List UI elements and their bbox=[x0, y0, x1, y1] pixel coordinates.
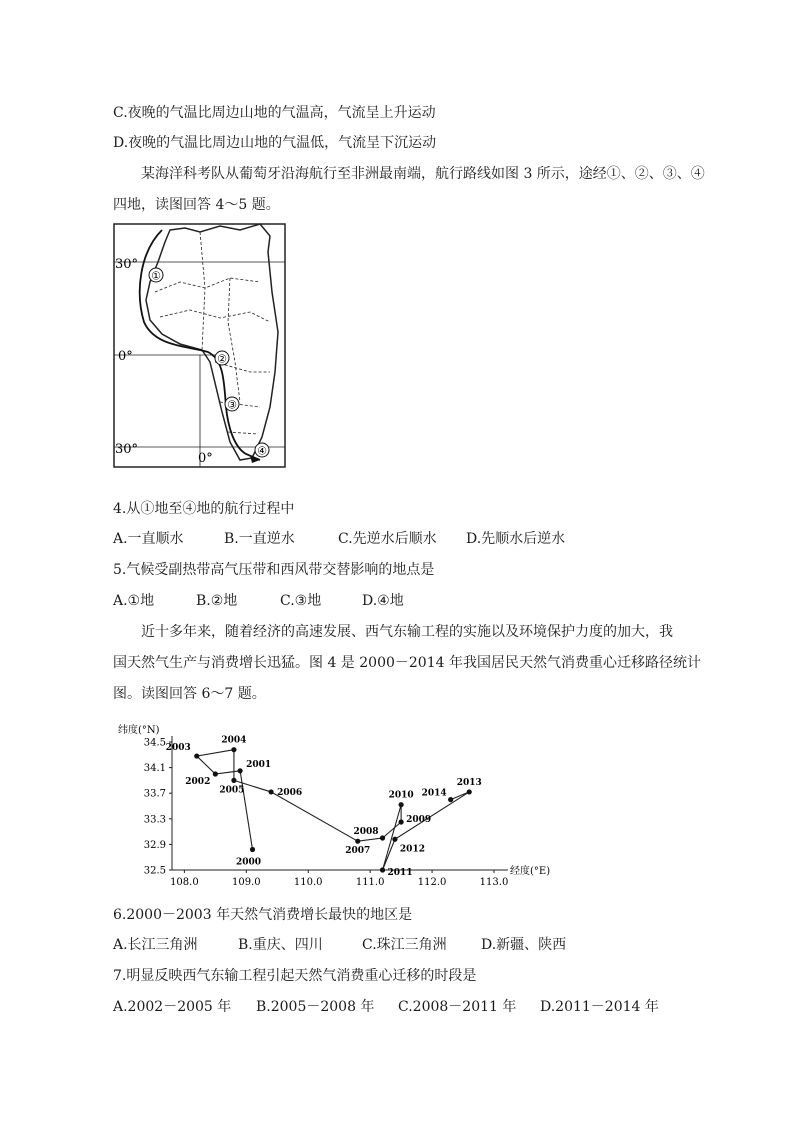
point-2007 bbox=[355, 839, 360, 844]
point-label-2004: 2004 bbox=[221, 735, 247, 746]
point-label-2011: 2011 bbox=[387, 868, 413, 878]
intro-paragraph-2: 近十多年来，随着经济的高速发展、西气东输工程的实施以及环境保护力度的加大，我 bbox=[141, 624, 673, 640]
intro-paragraph-2-cont1: 国天然气生产与消费增长迅猛。图 4 是 2000－2014 年我国居民天然气消费重心迁移路径统计 bbox=[113, 655, 701, 671]
point-label-2002: 2002 bbox=[185, 777, 211, 787]
point-2013 bbox=[467, 789, 472, 794]
point-label-2006: 2006 bbox=[277, 787, 303, 798]
intro-paragraph-2-cont2: 图。读图回答 6～7 题。 bbox=[113, 686, 266, 702]
point-2010 bbox=[399, 802, 404, 807]
point-label-2014: 2014 bbox=[421, 788, 447, 799]
point-2000 bbox=[250, 847, 255, 852]
lat-label-30n: 30° bbox=[115, 257, 139, 272]
y-tick-label-5: 34.5 bbox=[143, 737, 166, 749]
point-2011 bbox=[380, 867, 385, 872]
q4-stem: 4.从①地至④地的航行过程中 bbox=[113, 501, 295, 517]
point-2009 bbox=[399, 819, 404, 824]
q7-option-c[interactable]: C.2008－2011 年 bbox=[398, 999, 517, 1015]
intro-paragraph-1: 某海洋科考队从葡萄牙沿海航行至非洲最南端，航行路线如图 3 所示，途经①、②、③、④ bbox=[141, 166, 705, 182]
marker-2: ② bbox=[217, 352, 227, 366]
point-label-2013: 2013 bbox=[456, 777, 482, 788]
q6-option-a[interactable]: A.长江三角洲 bbox=[113, 937, 198, 953]
x-tick-label-5: 113.0 bbox=[479, 877, 509, 888]
point-label-2001: 2001 bbox=[246, 759, 272, 770]
q5-option-a[interactable]: A.①地 bbox=[113, 593, 155, 609]
point-label-2003: 2003 bbox=[165, 743, 191, 754]
gas-center-chart bbox=[110, 720, 551, 890]
option-d-prev: D.夜晚的气温比周边山地的气温低，气流呈下沉运动 bbox=[113, 135, 437, 151]
point-2006 bbox=[268, 789, 273, 794]
y-tick-label-0: 32.5 bbox=[143, 865, 166, 877]
y-tick-label-2: 33.3 bbox=[143, 814, 166, 826]
series-line bbox=[197, 750, 469, 870]
point-2012 bbox=[392, 837, 397, 842]
q4-option-c[interactable]: C.先逆水后顺水 bbox=[338, 531, 437, 547]
chart-points bbox=[166, 736, 482, 878]
point-2005 bbox=[231, 778, 236, 783]
q6-stem: 6.2000－2003 年天然气消费增长最快的地区是 bbox=[113, 907, 413, 923]
point-label-2000: 2000 bbox=[235, 857, 262, 868]
q7-stem: 7.明显反映西气东输工程引起天然气消费重心迁移的时段是 bbox=[113, 968, 477, 984]
x-tick-label-1: 109.0 bbox=[231, 877, 261, 888]
y-tick-label-4: 34.1 bbox=[143, 763, 166, 775]
route-map-figure bbox=[110, 222, 288, 472]
option-c-prev: C.夜晚的气温比周边山地的气温高，气流呈上升运动 bbox=[113, 105, 436, 121]
q6-option-d[interactable]: D.新疆、陕西 bbox=[481, 937, 567, 953]
lon-label-0: 0° bbox=[198, 451, 213, 466]
x-tick-label-2: 110.0 bbox=[293, 877, 323, 888]
x-tick-label-4: 112.0 bbox=[417, 877, 447, 888]
x-tick-label-0: 108.0 bbox=[170, 877, 199, 888]
q4-option-b[interactable]: B.一直逆水 bbox=[224, 531, 295, 547]
point-2002 bbox=[213, 771, 218, 776]
point-2001 bbox=[238, 768, 243, 773]
chart-line bbox=[197, 750, 469, 870]
point-label-2010: 2010 bbox=[388, 790, 414, 801]
marker-3: ③ bbox=[227, 398, 237, 412]
point-label-2012: 2012 bbox=[399, 844, 425, 855]
q4-option-a[interactable]: A.一直顺水 bbox=[113, 531, 184, 547]
point-2014 bbox=[448, 797, 453, 802]
q7-option-d[interactable]: D.2011－2014 年 bbox=[540, 999, 659, 1015]
point-2003 bbox=[194, 753, 199, 758]
q7-option-a[interactable]: A.2002－2005 年 bbox=[113, 999, 232, 1015]
point-label-2007: 2007 bbox=[345, 846, 371, 857]
y-axis-label: 纬度(°N) bbox=[118, 725, 160, 736]
point-2008 bbox=[380, 835, 385, 840]
q5-option-d[interactable]: D.④地 bbox=[362, 593, 404, 609]
lat-label-30s: 30° bbox=[115, 442, 139, 457]
q4-option-d[interactable]: D.先顺水后逆水 bbox=[466, 531, 566, 547]
q5-stem: 5.气候受副热带高气压带和西风带交替影响的地点是 bbox=[113, 562, 435, 578]
q7-option-b[interactable]: B.2005－2008 年 bbox=[256, 999, 375, 1015]
point-label-2009: 2009 bbox=[406, 815, 432, 825]
x-axis-label: 经度(°E) bbox=[510, 866, 551, 877]
lat-label-0: 0° bbox=[118, 349, 133, 364]
y-tick-label-1: 32.9 bbox=[143, 839, 166, 851]
y-tick-label-3: 33.7 bbox=[143, 788, 166, 800]
x-tick-label-3: 111.0 bbox=[355, 877, 385, 888]
point-2004 bbox=[231, 747, 236, 752]
q6-option-c[interactable]: C.珠江三角洲 bbox=[362, 937, 447, 953]
marker-1: ① bbox=[151, 269, 161, 283]
intro-paragraph-1-cont: 四地，读图回答 4～5 题。 bbox=[113, 197, 280, 213]
q5-option-b[interactable]: B.②地 bbox=[196, 593, 238, 609]
marker-4: ④ bbox=[257, 444, 267, 458]
q5-option-c[interactable]: C.③地 bbox=[280, 593, 322, 609]
point-label-2008: 2008 bbox=[353, 827, 379, 837]
point-label-2005: 2005 bbox=[219, 785, 245, 796]
q6-option-b[interactable]: B.重庆、四川 bbox=[238, 937, 323, 953]
